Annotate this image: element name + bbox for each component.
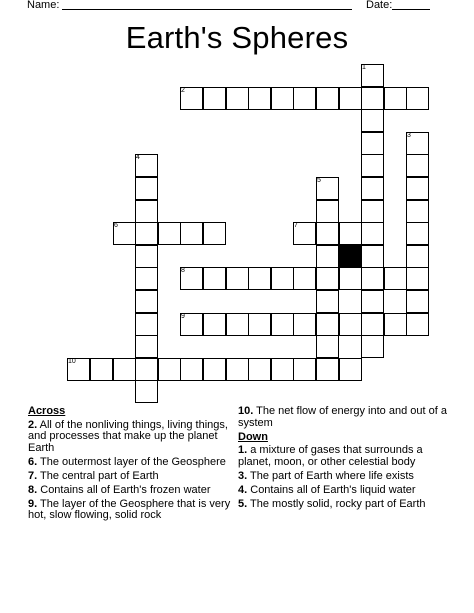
crossword-cell[interactable] [406,267,429,290]
crossword-cell[interactable] [406,132,429,155]
crossword-cell[interactable] [406,222,429,245]
crossword-cell[interactable] [135,200,158,223]
crossword-cell[interactable] [135,245,158,268]
crossword-cell[interactable] [135,154,158,177]
clue-number: 9. [28,497,38,510]
clue-number: 2. [28,418,38,431]
clue-number: 3. [238,469,248,482]
clue-text: a mixture of gases that surrounds a planet, moon, or other celestial body [238,444,423,468]
crossword-cell[interactable] [180,313,203,336]
crossword-cell[interactable] [293,313,316,336]
clue-number: 1 [362,64,366,71]
name-label: Name: [27,0,60,11]
crossword-cell[interactable] [135,335,158,358]
crossword-cell[interactable] [316,222,339,245]
clue-number: 10. [238,405,254,417]
crossword-cell[interactable] [361,313,384,336]
crossword-cell[interactable] [406,313,429,336]
across-clue [28,457,243,469]
clue-text: The layer of the Geosphere that is very hot, slow flowing, solid rock [28,497,231,522]
crossword-cell[interactable] [361,335,384,358]
crossword-cell[interactable] [316,87,339,110]
clue-text: Contains all of Earth's frozen water [37,483,211,496]
crossword-cell[interactable] [293,87,316,110]
down-clue [238,485,453,497]
crossword-cell[interactable] [203,267,226,290]
crossword-cell[interactable] [271,267,294,290]
crossword-cell[interactable] [203,87,226,110]
crossword-cell[interactable] [158,358,181,381]
across-clue [28,420,243,455]
clue-number: 5 [317,177,321,184]
page-title: Earth's Spheres [125,20,349,55]
crossword-cell[interactable] [203,222,226,245]
crossword-cell[interactable] [361,290,384,313]
crossword-cell[interactable] [203,313,226,336]
crossword-cell[interactable] [248,313,271,336]
crossword-cell[interactable] [406,177,429,200]
crossword-cell[interactable] [361,222,384,245]
crossword-cell[interactable] [135,380,158,403]
crossword-cell[interactable] [361,132,384,155]
clue-number: 8. [28,483,38,496]
crossword-cell[interactable] [90,358,113,381]
crossword-cell[interactable] [361,109,384,132]
clue-text: The central part of Earth [37,469,159,482]
across-clue [28,485,243,497]
crossword-cell[interactable] [406,290,429,313]
clue-number: 8 [181,267,185,274]
across-heading: Across [28,405,66,417]
clue-number: 2 [181,87,185,94]
crossword-cell[interactable] [293,267,316,290]
crossword-cell[interactable] [203,358,226,381]
across-clue [28,471,243,483]
crossword-cell[interactable] [316,290,339,313]
crossword-block-cell [339,245,362,268]
crossword-cell[interactable] [361,200,384,223]
crossword-cell[interactable] [271,358,294,381]
crossword-cell[interactable] [180,358,203,381]
crossword-cell[interactable] [135,222,158,245]
crossword-cell[interactable] [316,245,339,268]
clue-text: The net flow of energy into and out of a system [238,405,447,429]
crossword-cell[interactable] [316,200,339,223]
clue-number: 4 [136,154,140,161]
crossword-cell[interactable] [180,87,203,110]
crossword-cell[interactable] [339,87,362,110]
crossword-cell[interactable] [67,358,90,381]
crossword-cell[interactable] [339,358,362,381]
crossword-cell[interactable] [135,267,158,290]
crossword-cell[interactable] [248,267,271,290]
crossword-cell[interactable] [406,245,429,268]
clue-text: All of the nonliving things, living things, and processes that make up the planet Earth [28,418,228,454]
crossword-cell[interactable] [339,222,362,245]
down-clue [238,499,453,511]
clues-right-column [238,406,453,513]
clue-number: 6. [28,455,38,468]
clue-number: 4. [238,483,248,496]
clue-text: The outermost layer of the Geosphere [37,455,226,468]
crossword-cell[interactable] [226,87,249,110]
crossword-cell[interactable] [158,222,181,245]
clue-text: Contains all of Earth's liquid water [247,483,416,496]
crossword-cell[interactable] [316,313,339,336]
crossword-cell[interactable] [135,290,158,313]
crossword-cell[interactable] [384,267,407,290]
crossword-cell[interactable] [406,200,429,223]
crossword-cell[interactable] [135,358,158,381]
crossword-cell[interactable] [248,87,271,110]
clue-text: The part of Earth where life exists [247,469,414,482]
date-label: Date: [366,0,393,11]
clue-number: 3 [407,132,411,139]
crossword-cell[interactable] [316,335,339,358]
down-clue [238,445,453,468]
crossword-cell[interactable] [180,267,203,290]
clue-number: 5. [238,497,248,510]
clues-left-column [28,406,243,524]
down-clue [238,471,453,483]
crossword-cell[interactable] [248,358,271,381]
crossword-cell[interactable] [339,267,362,290]
clue-number: 7. [28,469,38,482]
crossword-cell[interactable] [226,313,249,336]
crossword-cell[interactable] [361,267,384,290]
down-heading: Down [238,430,268,443]
clue-number: 10 [68,358,76,365]
crossword-cell[interactable] [384,313,407,336]
clue-number: 7 [294,222,298,229]
crossword-cell[interactable] [135,177,158,200]
crossword-cell[interactable] [361,245,384,268]
crossword-cell[interactable] [316,358,339,381]
crossword-cell[interactable] [271,313,294,336]
crossword-cell[interactable] [361,64,384,87]
clue-number: 6 [114,222,118,229]
crossword-cell[interactable] [271,87,294,110]
crossword-cell[interactable] [293,358,316,381]
crossword-cell[interactable] [113,358,136,381]
clue-number: 1. [238,444,248,457]
crossword-cell[interactable] [384,87,407,110]
crossword-cell[interactable] [361,87,384,110]
crossword-cell[interactable] [226,267,249,290]
crossword-cell[interactable] [339,313,362,336]
crossword-cell[interactable] [361,177,384,200]
across-clue [238,406,453,429]
crossword-cell[interactable] [406,154,429,177]
crossword-cell[interactable] [316,267,339,290]
crossword-cell[interactable] [293,222,316,245]
crossword-cell[interactable] [113,222,136,245]
crossword-cell[interactable] [316,177,339,200]
crossword-cell[interactable] [226,358,249,381]
across-clue [28,499,243,522]
crossword-cell[interactable] [361,154,384,177]
crossword-cell[interactable] [180,222,203,245]
clue-text: The mostly solid, rocky part of Earth [247,497,426,510]
clue-number: 9 [181,313,185,320]
crossword-cell[interactable] [406,87,429,110]
crossword-cell[interactable] [135,313,158,336]
